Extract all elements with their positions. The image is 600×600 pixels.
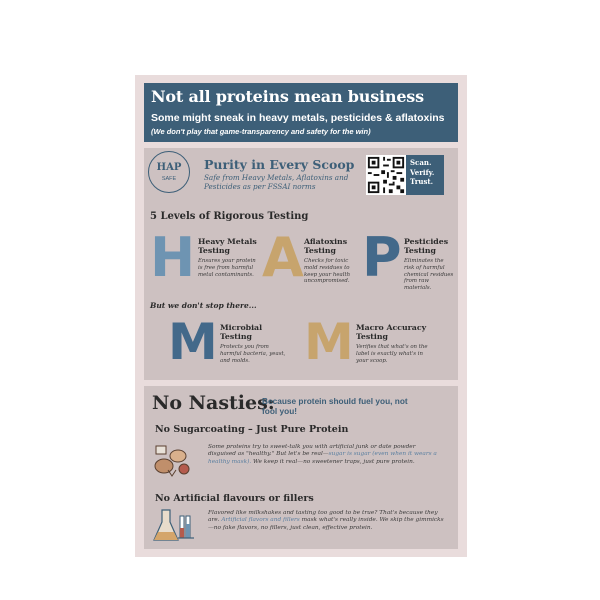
heavy-metals-desc: Ensures your protein is free from harmful metal contaminants. <box>198 258 256 278</box>
microbial-desc: Protects you from harmful bacteria, yeast, and molds. <box>220 344 286 364</box>
badge-line1: HAP <box>156 162 182 173</box>
macro-desc: Verifies that what's on the label is exactly what's in your scoop. <box>356 344 428 364</box>
letter-a-icon: A <box>262 226 304 289</box>
scan-verify-trust-box <box>406 155 444 195</box>
qr-code-icon[interactable] <box>366 155 406 195</box>
qr-line-2: Verify. <box>410 167 435 177</box>
no-nasties-title: No Nasties: <box>152 392 275 414</box>
lab-flask-icon <box>150 506 198 546</box>
hap-safe-badge <box>148 151 190 193</box>
header-note: (We don't play that game-transparency and safety for the win) <box>151 127 371 136</box>
no-nasties-tagline: Because protein should fuel you, not fool you! <box>262 396 408 416</box>
sweets-icon <box>150 440 198 480</box>
header-banner <box>144 83 458 142</box>
artificial-text <box>208 510 444 532</box>
testing-heading: 5 Levels of Rigorous Testing <box>150 211 309 222</box>
sugarcoating-text-b: We keep it real—no sweetener traps, just pure protein. <box>251 458 415 465</box>
letter-m-microbial-icon: M <box>168 313 218 371</box>
page-title: Not all proteins mean business <box>151 87 424 106</box>
letter-h-icon: H <box>150 226 196 289</box>
artificial-highlight: Artificial flavors and fillers <box>221 517 300 524</box>
purity-title: Purity in Every Scoop <box>204 157 355 172</box>
sugarcoating-text-a: Some proteins try to sweet-talk you with artificial junk or date powder disguised as "healthy." But let's be real— <box>208 444 416 458</box>
sugarcoating-title: No Sugarcoating – Just Pure Protein <box>155 424 349 435</box>
qr-line-3: Trust. <box>410 177 434 186</box>
sugarcoating-text <box>208 444 444 466</box>
letter-m-macro-icon: M <box>304 313 354 371</box>
artificial-text-b: mask what's really inside. We skip the gimmicks—no fake flavors, no fillers, just clean, effective protein. <box>208 517 444 531</box>
pesticides-desc: Eliminates the risk of harmful chemical residues from raw materials. <box>404 258 454 292</box>
badge-line2: SAFE <box>161 176 177 182</box>
artificial-text-a: Flavored like milkshakes and tasting too good to be true? That's because they are. <box>208 510 438 524</box>
more-heading: But we don't stop there... <box>150 301 257 310</box>
qr-line-1: Scan. <box>410 158 432 167</box>
heavy-metals-title: Heavy Metals Testing <box>198 237 257 255</box>
microbial-title: Microbial Testing <box>220 323 263 341</box>
pesticides-title: Pesticides Testing <box>404 237 449 255</box>
aflatoxins-title: Aflatoxins Testing <box>304 237 348 255</box>
purity-text: Safe from Heavy Metals, Aflatoxins and Pesticides as per FSSAI norms <box>204 173 349 191</box>
header-subtitle: Some might sneak in heavy metals, pesticides & aflatoxins <box>151 112 445 124</box>
aflatoxins-desc: Checks for toxic mold residues to keep your health uncompromised. <box>304 258 351 285</box>
macro-title: Macro Accuracy Testing <box>356 323 427 341</box>
artificial-title: No Artificial flavours or fillers <box>155 493 314 504</box>
sugarcoating-highlight: sugar is sugar (even when it wears a healthy mask). <box>208 451 437 465</box>
letter-p-icon: P <box>362 226 402 289</box>
